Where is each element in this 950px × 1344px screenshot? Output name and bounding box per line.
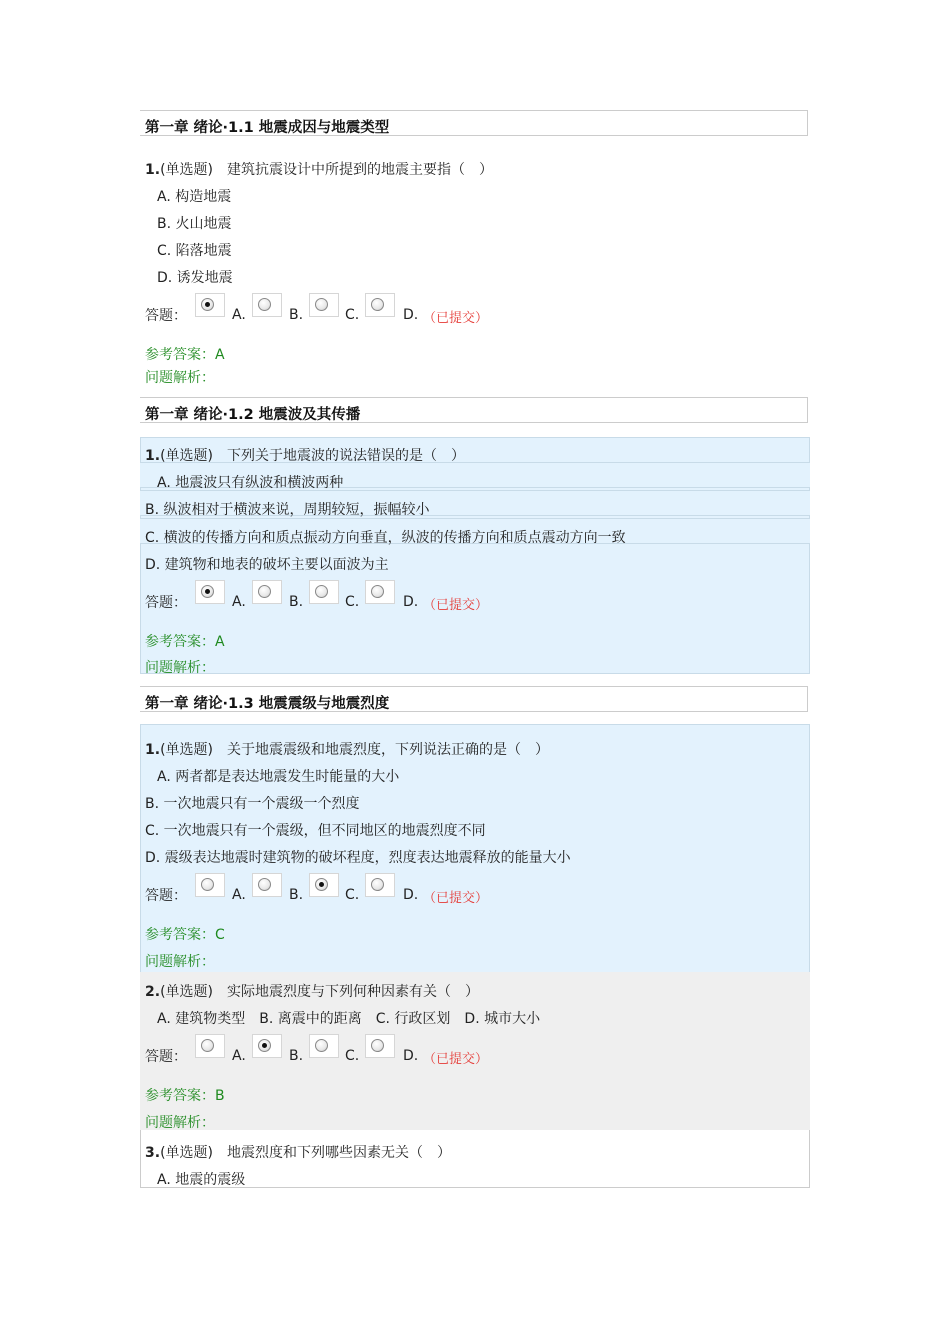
radio-d[interactable] <box>365 293 395 317</box>
analysis-label: 问题解析： <box>145 1115 215 1131</box>
question-number: 1. <box>145 742 161 758</box>
radio-c[interactable] <box>309 873 339 897</box>
option-a: A. 两者都是表达地震发生时能量的大小 <box>157 769 400 785</box>
option-d: D. 建筑物和地表的破坏主要以面波为主 <box>145 557 389 573</box>
section-header <box>140 397 808 423</box>
answer-row <box>145 1034 545 1067</box>
analysis-label: 问题解析： <box>145 370 215 386</box>
radio-label-b: B. <box>289 1048 304 1064</box>
reference-answer: 参考答案：A <box>145 347 225 363</box>
radio-a[interactable] <box>195 293 225 317</box>
radio-label-d: D. <box>403 887 419 903</box>
option-d: D. 震级表达地震时建筑物的破坏程度，烈度表达地震释放的能量大小 <box>145 850 571 866</box>
analysis-label: 问题解析： <box>145 660 215 676</box>
radio-d[interactable] <box>365 580 395 604</box>
answer-row <box>145 580 545 613</box>
option-b: B. 火山地震 <box>157 216 232 232</box>
answer-row <box>145 293 545 326</box>
answer-label: 答题： <box>145 595 187 611</box>
radio-label-a: A. <box>232 1048 246 1064</box>
submitted-status: （已提交） <box>423 1052 489 1067</box>
question-number: 3. <box>145 1145 161 1161</box>
question-text: (单选题) 关于地震震级和地震烈度，下列说法正确的是（ ） <box>160 742 549 758</box>
radio-label-a: A. <box>232 307 246 323</box>
radio-c[interactable] <box>309 580 339 604</box>
question-stem <box>145 739 549 759</box>
radio-label-b: B. <box>289 307 304 323</box>
question-number: 1. <box>145 162 161 178</box>
radio-a[interactable] <box>195 580 225 604</box>
radio-label-b: B. <box>289 594 304 610</box>
question-stem <box>145 1142 451 1162</box>
section-title: 第一章 绪论·1.2 地震波及其传播 <box>145 407 361 423</box>
option-c: C. 一次地震只有一个震级，但不同地区的地震烈度不同 <box>145 823 486 839</box>
submitted-status: （已提交） <box>423 598 489 613</box>
section-header <box>140 686 808 712</box>
radio-label-d: D. <box>403 307 419 323</box>
question-text: (单选题) 建筑抗震设计中所提到的地震主要指（ ） <box>160 162 493 178</box>
radio-label-c: C. <box>345 307 360 323</box>
radio-label-a: A. <box>232 887 246 903</box>
option-c: C. 横波的传播方向和质点振动方向垂直，纵波的传播方向和质点震动方向一致 <box>145 530 626 546</box>
submitted-status: （已提交） <box>423 891 489 906</box>
radio-d[interactable] <box>365 873 395 897</box>
radio-label-c: C. <box>345 1048 360 1064</box>
question-number: 2. <box>145 984 161 1000</box>
question-number: 1. <box>145 448 161 464</box>
answer-label: 答题： <box>145 1049 187 1065</box>
radio-b[interactable] <box>252 1034 282 1058</box>
radio-a[interactable] <box>195 873 225 897</box>
question-stem <box>145 981 479 1001</box>
radio-label-a: A. <box>232 594 246 610</box>
question-stem <box>145 445 465 465</box>
question-text: (单选题) 实际地震烈度与下列何种因素有关（ ） <box>160 984 479 1000</box>
reference-answer: 参考答案：A <box>145 634 225 650</box>
radio-c[interactable] <box>309 293 339 317</box>
question-stem <box>145 159 493 179</box>
radio-a[interactable] <box>195 1034 225 1058</box>
submitted-status: （已提交） <box>423 311 489 326</box>
section-title: 第一章 绪论·1.1 地震成因与地震类型 <box>145 120 390 136</box>
answer-label: 答题： <box>145 308 187 324</box>
radio-b[interactable] <box>252 873 282 897</box>
reference-answer: 参考答案：C <box>145 927 225 943</box>
section-header <box>140 110 808 136</box>
option-a: A. 地震波只有纵波和横波两种 <box>157 475 344 491</box>
option-d: D. 诱发地震 <box>157 270 233 286</box>
answer-label: 答题： <box>145 888 187 904</box>
question-text: (单选题) 下列关于地震波的说法错误的是（ ） <box>160 448 465 464</box>
radio-d[interactable] <box>365 1034 395 1058</box>
analysis-label: 问题解析： <box>145 954 215 970</box>
option-a: A. 地震的震级 <box>157 1172 246 1188</box>
radio-label-c: C. <box>345 594 360 610</box>
radio-c[interactable] <box>309 1034 339 1058</box>
radio-label-c: C. <box>345 887 360 903</box>
question-text: (单选题) 地震烈度和下列哪些因素无关（ ） <box>160 1145 451 1161</box>
radio-label-d: D. <box>403 1048 419 1064</box>
section-title: 第一章 绪论·1.3 地震震级与地震烈度 <box>145 696 390 712</box>
option-b: B. 一次地震只有一个震级一个烈度 <box>145 796 360 812</box>
option-a: A. 构造地震 <box>157 189 232 205</box>
option-c: C. 陷落地震 <box>157 243 232 259</box>
options-inline: A. 建筑物类型 B. 离震中的距离 C. 行政区划 D. 城市大小 <box>157 1011 541 1027</box>
answer-row <box>145 873 545 906</box>
radio-b[interactable] <box>252 580 282 604</box>
radio-b[interactable] <box>252 293 282 317</box>
reference-answer: 参考答案：B <box>145 1088 225 1104</box>
option-b: B. 纵波相对于横波来说，周期较短，振幅较小 <box>145 502 430 518</box>
radio-label-d: D. <box>403 594 419 610</box>
radio-label-b: B. <box>289 887 304 903</box>
